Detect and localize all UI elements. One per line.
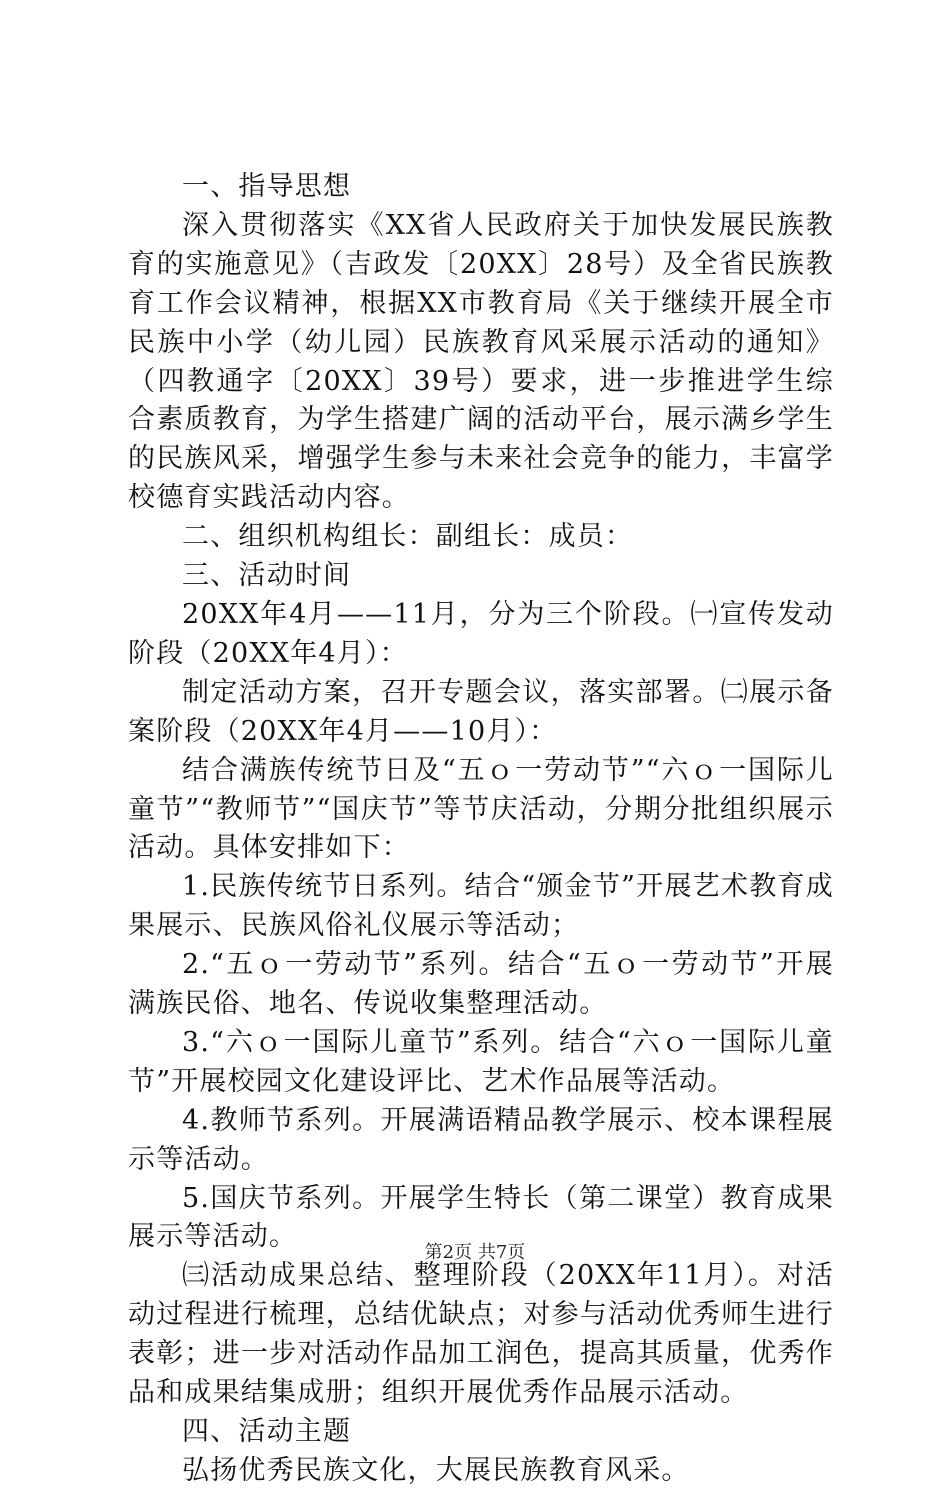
paragraph-theme: 弘扬优秀民族文化，大展民族教育风采。 bbox=[182, 1454, 690, 1486]
list-item-3: 3.“六ｏ一国际儿童节”系列。结合“六ｏ一国际儿童节”开展校园文化建设评比、艺术作品展等活动。 bbox=[128, 1026, 834, 1097]
heading-activity-time: 三、活动时间 bbox=[182, 560, 352, 592]
list-item-2: 2.“五ｏ一劳动节”系列。结合“五ｏ一劳动节”开展满族民俗、地名、传说收集整理活动。 bbox=[128, 949, 834, 1020]
paragraph-summary-stage: ㈢活动成果总结、整理阶段（20XX年11月）。对活动过程进行梳理，总结优缺点；对参与活动优秀师生进行表彰；进一步对活动作品加工润色，提高其质量，优秀作品和成果结集成册；组织开展优秀作品展示活动。 bbox=[128, 1260, 834, 1409]
heading-activity-theme: 四、活动主题 bbox=[182, 1416, 352, 1447]
list-item-4: 4.教师节系列。开展满语精品教学展示、校本课程展示等活动。 bbox=[128, 1104, 834, 1175]
heading-guiding-ideology: 一、指导思想 bbox=[182, 171, 352, 202]
paragraph-plan: 制定活动方案，召开专题会议，落实部署。㈡展示备案阶段（20XX年4月——10月）： bbox=[128, 676, 834, 747]
page-footer: 第2页 共7页 bbox=[424, 1242, 526, 1263]
list-item-5: 5.国庆节系列。开展学生特长（第二课堂）教育成果展示等活动。 bbox=[128, 1182, 834, 1253]
paragraph-time-stages: 20XX年4月——11月，分为三个阶段。㈠宣传发动阶段（20XX年4月）： bbox=[128, 598, 834, 669]
paragraph-guiding-ideology: 深入贯彻落实《XX省人民政府关于加快发展民族教育的实施意见》（吉政发〔20XX〕28号）及全省民族教育工作会议精神，根据XX市教育局《关于继续开展全市民族中小学（幼儿园）民族教育风采展示活动的通知》（四教通字〔20XX〕39号）要求，进一步推进学生综合素质教育，为学生搭建广阔的活动平台，展示满乡学生的民族风采，增强学生参与未来社会竞争的能力，丰富学校德育实践活动内容。 bbox=[128, 209, 834, 514]
list-item-1: 1.民族传统节日系列。结合“颁金节”开展艺术教育成果展示、民族风俗礼仪展示等活动； bbox=[128, 871, 834, 942]
document-body bbox=[128, 168, 834, 1491]
heading-organization: 二、组织机构组长：副组长：成员： bbox=[182, 521, 634, 553]
paragraph-festivals: 结合满族传统节日及“五ｏ一劳动节”“六ｏ一国际儿童节”“教师节”“国庆节”等节庆活动，分期分批组织展示活动。具体安排如下： bbox=[128, 754, 834, 864]
